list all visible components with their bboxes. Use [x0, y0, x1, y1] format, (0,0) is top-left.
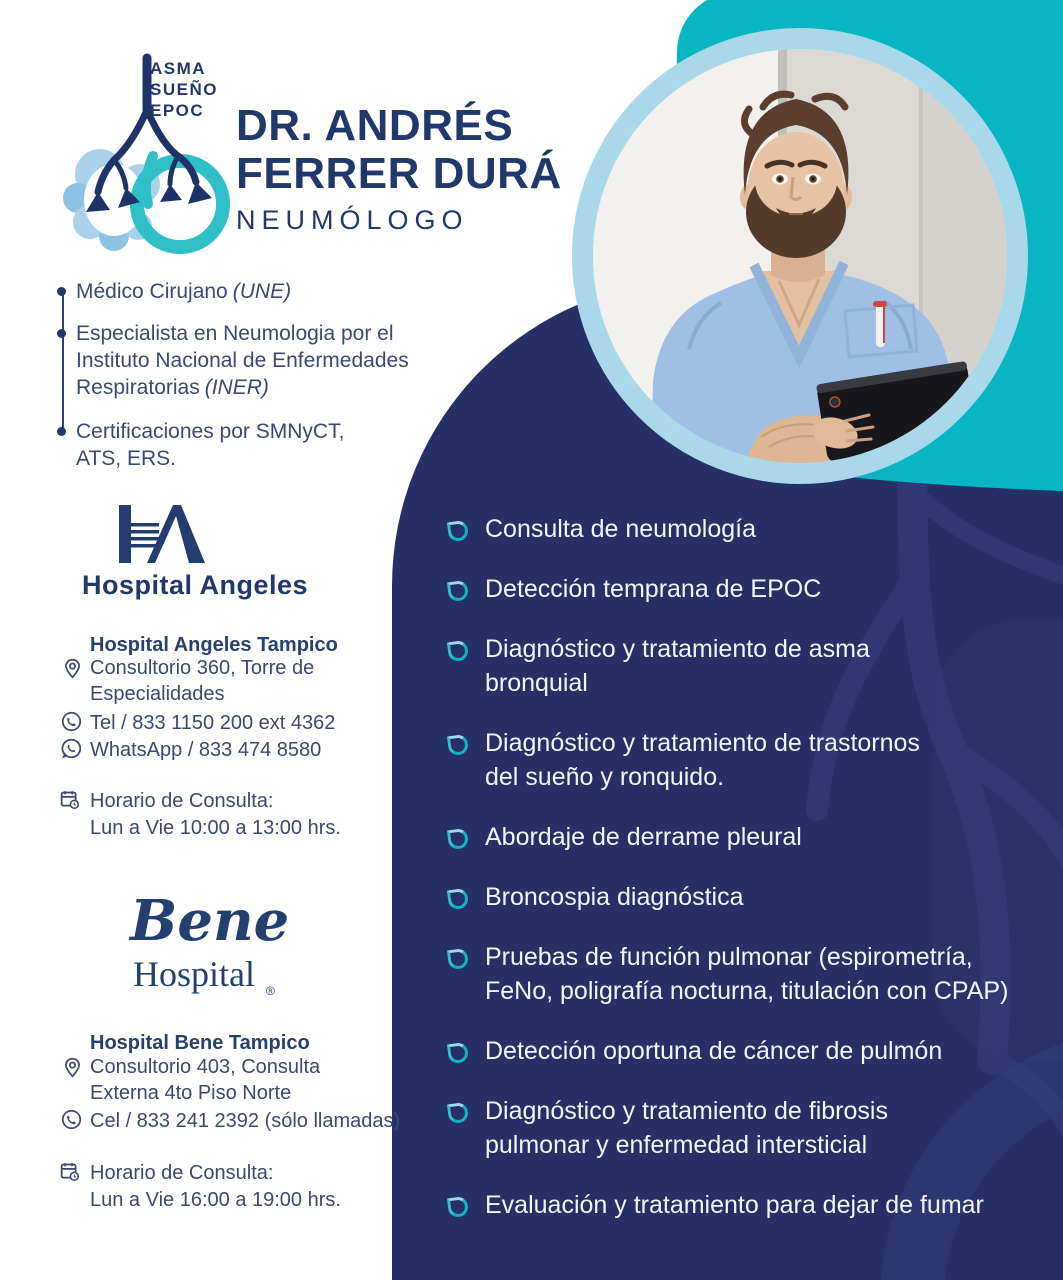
service-text: pulmonar y enfermedad intersticial: [485, 1131, 868, 1159]
tagline-line: ASMA: [150, 59, 207, 78]
service-item: [448, 940, 1028, 1008]
drop-bullet-icon: [447, 888, 470, 911]
service-item: [448, 632, 1028, 700]
tagline-line: EPOC: [150, 101, 205, 120]
hospital-bene-schedule-label: Horario de Consulta:: [90, 1162, 274, 1184]
bene-logo-script: Bene: [130, 888, 290, 954]
credential-text: Respiratorias: [76, 376, 200, 399]
service-text: del sueño y ronquido.: [485, 763, 725, 791]
calendar-clock-icon: [59, 1161, 80, 1182]
service-item: [448, 512, 1028, 546]
service-text: Pruebas de función pulmonar (espirometría,: [485, 943, 973, 971]
service-text: Detección temprana de EPOC: [485, 575, 822, 603]
credential-text: Certificaciones por SMNyCT,: [76, 420, 345, 443]
credential-item: [54, 320, 409, 401]
address-line: Consultorio 360, Torre de: [90, 657, 315, 679]
hospital-angeles-logo-icon: [113, 503, 209, 567]
credential-text: ATS, ERS.: [76, 447, 176, 470]
drop-bullet-icon: [447, 828, 470, 851]
tagline-line: SUEÑO: [150, 80, 218, 99]
drop-bullet-icon: [447, 640, 470, 663]
hospital-angeles-heading: Hospital Angeles Tampico: [90, 634, 338, 656]
credential-note: (INER): [204, 376, 269, 399]
bene-logo-serif: Hospital: [133, 954, 255, 994]
service-text: Abordaje de derrame pleural: [485, 823, 802, 851]
address-line: Especialidades: [90, 683, 225, 705]
location-pin-icon: [62, 658, 83, 679]
service-text: Diagnóstico y tratamiento de asma: [485, 635, 870, 663]
credential-item: [54, 418, 344, 472]
service-item: [448, 1188, 1028, 1222]
drop-bullet-icon: [447, 948, 470, 971]
credential-item: [54, 278, 291, 305]
drop-bullet-icon: [447, 580, 470, 603]
service-text: Diagnóstico y tratamiento de fibrosis: [485, 1097, 888, 1125]
phone-icon: [61, 1109, 82, 1130]
service-item: [448, 820, 1028, 854]
doctor-name-line1: DR. ANDRÉS: [236, 101, 514, 150]
hospital-angeles-schedule-hours: Lun a Vie 10:00 a 13:00 hrs.: [90, 817, 341, 839]
credential-text: Especialista en Neumologia por el: [76, 322, 394, 345]
hospital-angeles-phone: Tel / 833 1150 200 ext 4362: [90, 712, 336, 734]
credential-note: (UNE): [232, 280, 292, 303]
drop-bullet-icon: [447, 1196, 470, 1219]
hospital-angeles-whatsapp: WhatsApp / 833 474 8580: [90, 739, 322, 761]
doctor-specialty: NEUMÓLOGO: [236, 205, 469, 235]
service-item: [448, 1094, 1028, 1162]
service-text: bronquial: [485, 669, 588, 697]
service-text: Consulta de neumología: [485, 515, 757, 543]
location-pin-icon: [62, 1057, 83, 1078]
doctor-photo: [572, 28, 1028, 484]
drop-bullet-icon: [447, 1102, 470, 1125]
drop-bullet-icon: [447, 734, 470, 757]
services-list: [448, 512, 1028, 1222]
hospital-bene-phone: Cel / 833 241 2392 (sólo llamadas): [90, 1110, 401, 1132]
calendar-clock-icon: [59, 789, 80, 810]
service-text: Evaluación y tratamiento para dejar de fumar: [485, 1191, 984, 1219]
service-text: Diagnóstico y tratamiento de trastornos: [485, 729, 920, 757]
hospital-bene-address: [90, 1054, 320, 1106]
hospital-bene-schedule-hours: Lun a Vie 16:00 a 19:00 hrs.: [90, 1189, 341, 1211]
hospital-angeles-logo-name: Hospital Angeles: [81, 570, 309, 600]
service-item: [448, 726, 1028, 794]
phone-icon: [61, 711, 82, 732]
address-line: Consultorio 403, Consulta: [90, 1056, 321, 1078]
hospital-bene-heading: Hospital Bene Tampico: [90, 1032, 310, 1054]
whatsapp-icon: [61, 738, 82, 759]
doctor-title: [236, 102, 562, 235]
service-item: [448, 880, 1028, 914]
service-text: Broncospia diagnóstica: [485, 883, 744, 911]
address-line: Externa 4to Piso Norte: [90, 1082, 292, 1104]
credential-text: Médico Cirujano: [76, 280, 228, 303]
doctor-illustration: [593, 49, 1007, 463]
brand-tagline: [150, 58, 218, 121]
drop-bullet-icon: [447, 1042, 470, 1065]
service-text: FeNo, poligrafía nocturna, titulación con CPAP): [485, 977, 1009, 1005]
service-item: [448, 572, 1028, 606]
credential-text: Instituto Nacional de Enfermedades: [76, 349, 409, 372]
drop-bullet-icon: [447, 520, 470, 543]
registered-trademark: ®: [266, 984, 275, 998]
hospital-angeles-schedule-label: Horario de Consulta:: [90, 790, 274, 812]
hospital-angeles-address: [90, 655, 314, 707]
service-item: [448, 1034, 1028, 1068]
doctor-name-line2: FERRER DURÁ: [236, 149, 562, 198]
service-text: Detección oportuna de cáncer de pulmón: [485, 1037, 943, 1065]
